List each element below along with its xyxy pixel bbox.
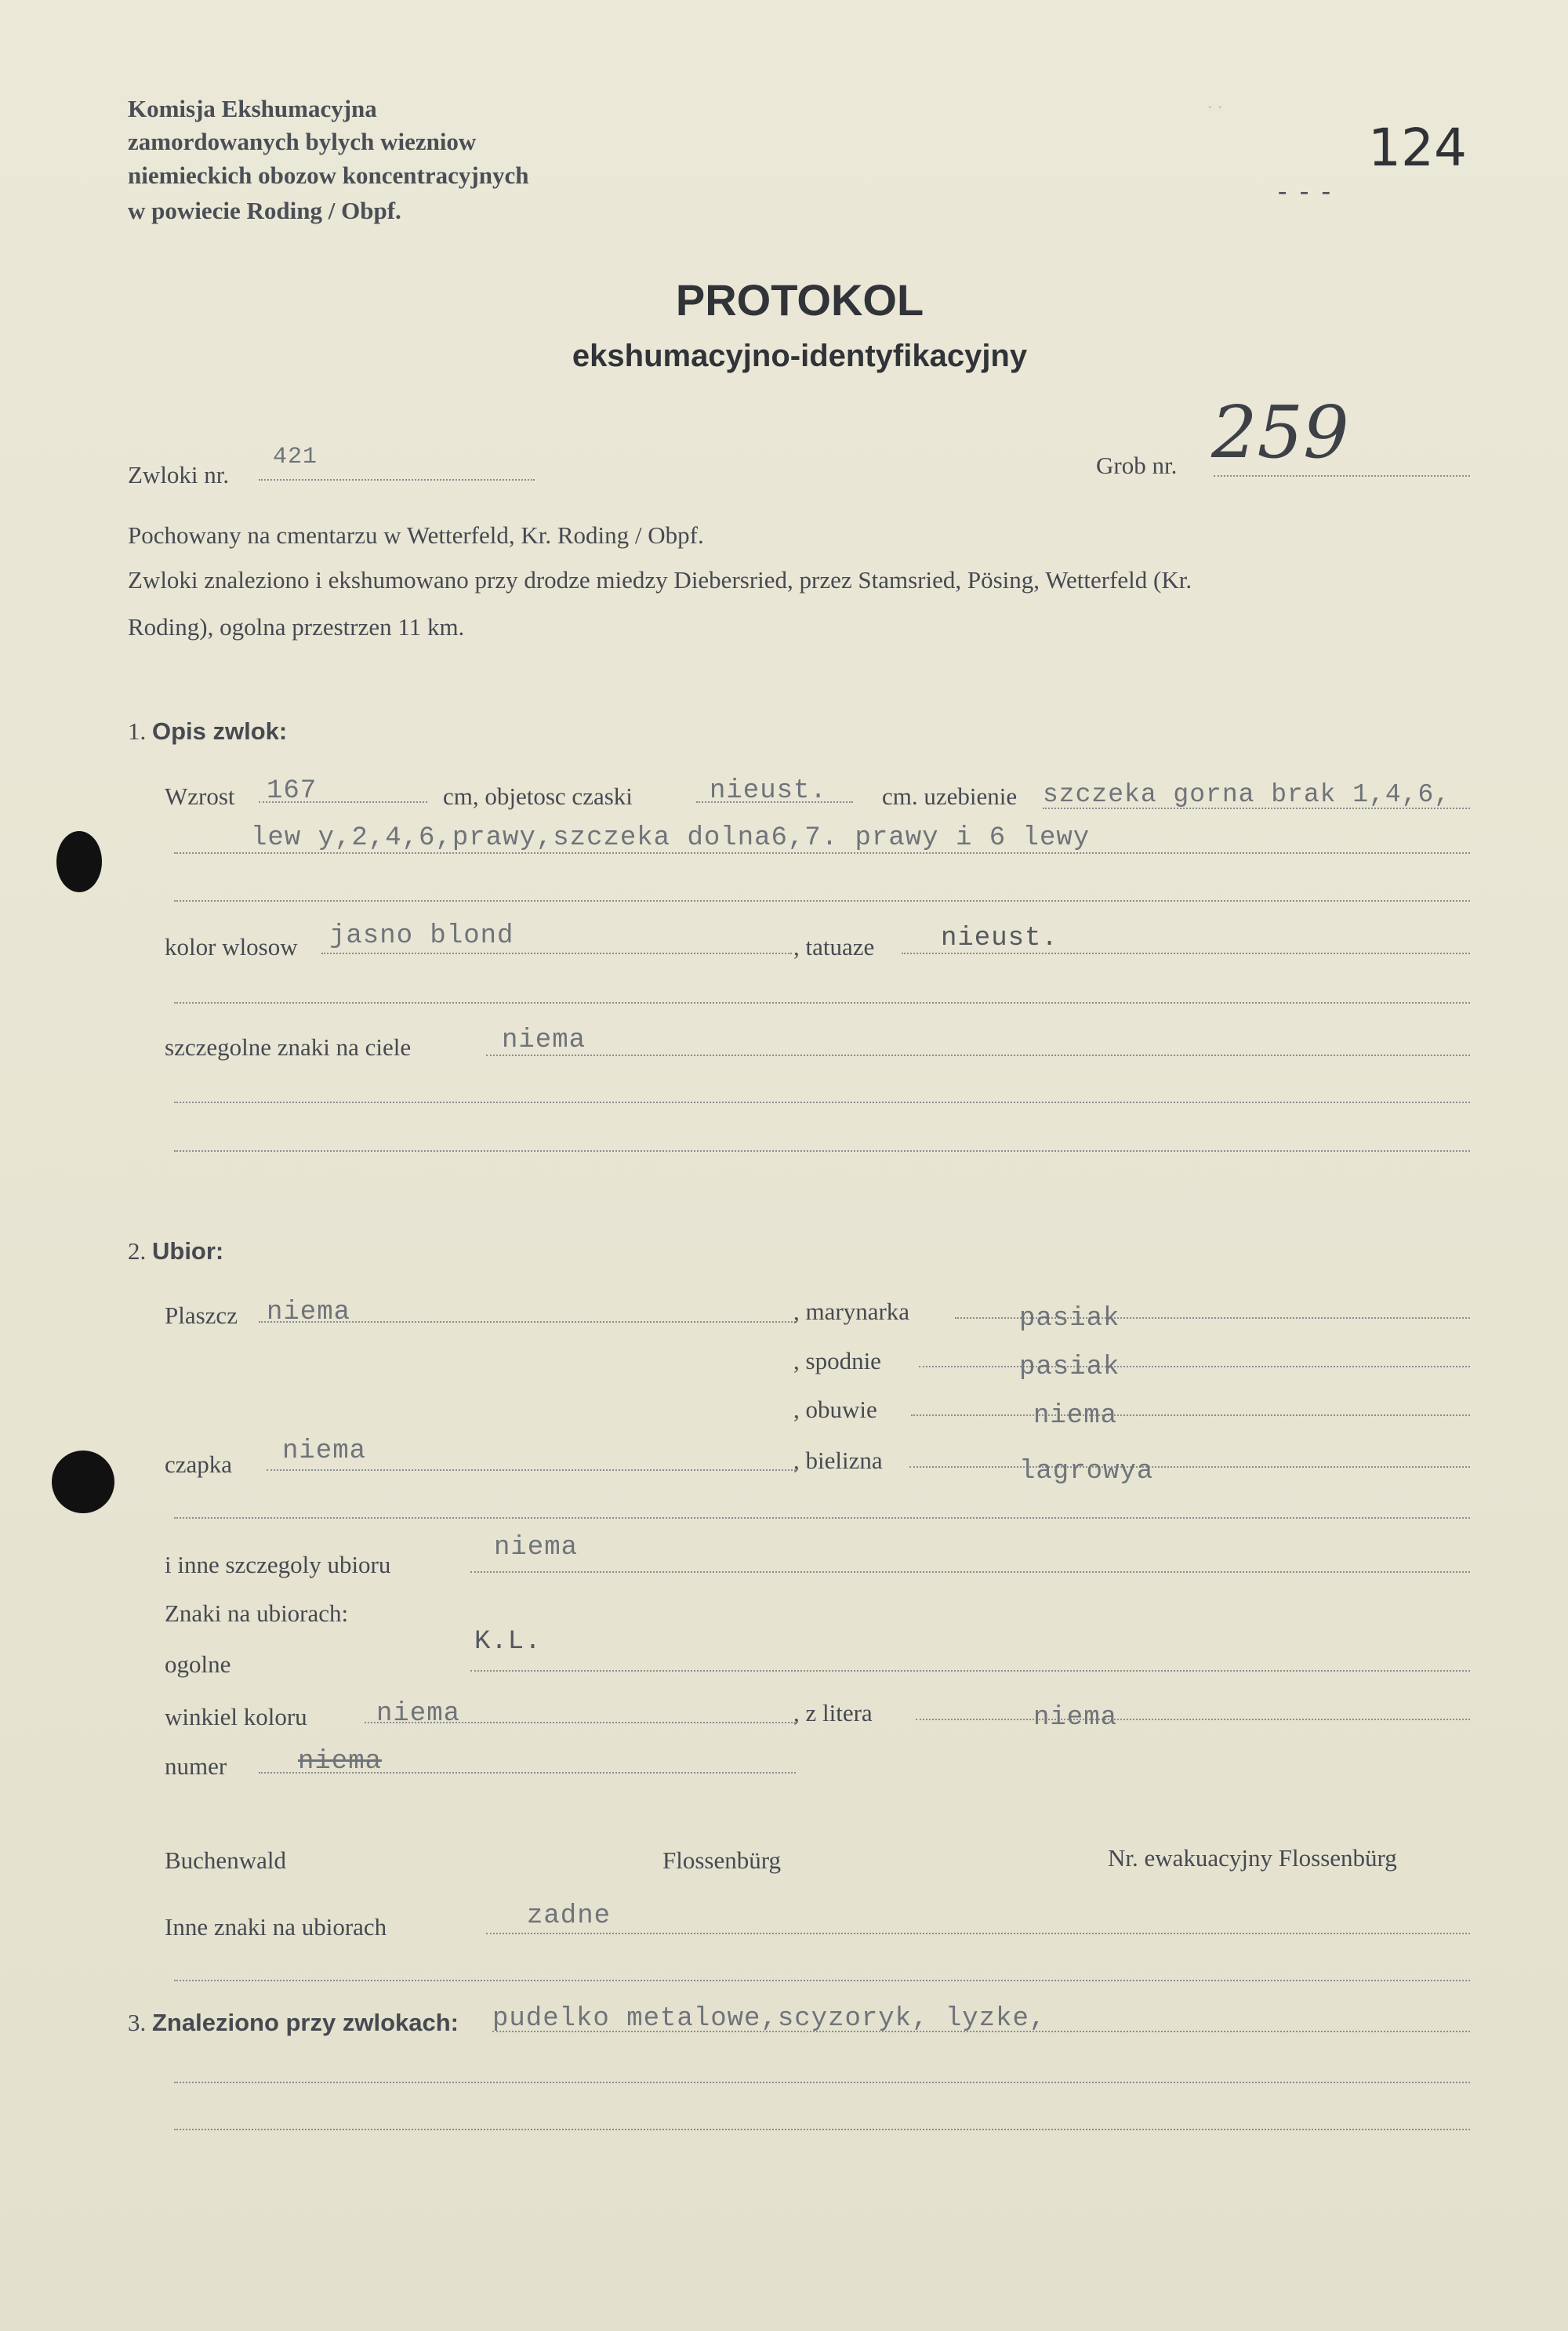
binder-hole-bottom bbox=[52, 1451, 114, 1513]
body-marks-line bbox=[486, 1055, 1470, 1056]
height-label: Wzrost bbox=[165, 782, 235, 810]
bleed-through-mark: . . bbox=[1207, 90, 1223, 113]
teeth-line-1 bbox=[1043, 808, 1470, 809]
remains-number-line bbox=[259, 479, 535, 481]
trousers-value: pasiak bbox=[1019, 1352, 1120, 1382]
body-marks-line-2 bbox=[174, 1102, 1470, 1103]
triangle-color-value: niema bbox=[376, 1699, 461, 1729]
grave-number-label: Grob nr. bbox=[1096, 452, 1178, 479]
other-clothing-label: i inne szczegoly ubioru bbox=[165, 1551, 391, 1578]
jacket-value: pasiak bbox=[1019, 1304, 1120, 1334]
height-value: 167 bbox=[267, 776, 318, 806]
tattoo-value: nieust. bbox=[941, 924, 1058, 953]
underwear-label: , bielizna bbox=[793, 1447, 883, 1474]
shoes-label: , obuwie bbox=[793, 1396, 877, 1423]
section-1-heading bbox=[128, 717, 287, 746]
items-found-line-2 bbox=[174, 2082, 1470, 2083]
remains-number-label: Zwloki nr. bbox=[128, 461, 230, 488]
letter-label: , z litera bbox=[793, 1699, 873, 1726]
underwear-value: lagrowya bbox=[1019, 1457, 1154, 1487]
exhumation-route-line-2: Roding), ogolna przestrzen 11 km. bbox=[128, 613, 465, 641]
other-clothing-marks-value: zadne bbox=[527, 1901, 612, 1931]
prisoner-number-value: niema bbox=[298, 1747, 383, 1777]
clothing-extra-line bbox=[174, 1517, 1470, 1519]
page-mark: - - - bbox=[1278, 176, 1334, 205]
cap-label: czapka bbox=[165, 1451, 233, 1478]
prisoner-number-label: numer bbox=[165, 1752, 227, 1780]
section-2-number: 2. bbox=[128, 1237, 147, 1265]
section-1-title: Opis zwlok: bbox=[152, 717, 288, 745]
remains-number-value: 421 bbox=[273, 444, 318, 470]
section-2-heading bbox=[128, 1237, 223, 1265]
trousers-line bbox=[919, 1366, 1470, 1367]
body-marks-line-3 bbox=[174, 1150, 1470, 1152]
binder-hole-top bbox=[56, 831, 102, 892]
shoes-line bbox=[911, 1414, 1470, 1416]
coat-label: Plaszcz bbox=[165, 1302, 238, 1329]
coat-value: niema bbox=[267, 1298, 351, 1327]
clothing-marks-label: Znaki na ubiorach: bbox=[165, 1599, 349, 1627]
other-clothing-value: niema bbox=[494, 1533, 579, 1563]
hair-color-value: jasno blond bbox=[329, 921, 514, 951]
jacket-label: , marynarka bbox=[793, 1298, 910, 1325]
other-clothing-marks-line bbox=[486, 1933, 1470, 1934]
general-marks-line bbox=[470, 1670, 1470, 1672]
trousers-label: , spodnie bbox=[793, 1347, 881, 1374]
document-subtitle: ekshumacyjno-identyfikacyjny bbox=[572, 339, 1028, 373]
section-3-heading bbox=[128, 2009, 459, 2037]
items-found-line-3 bbox=[174, 2129, 1470, 2130]
body-marks-label: szczegolne znaki na ciele bbox=[165, 1033, 412, 1061]
teeth-value-line-1: szczeka gorna brak 1,4,6, bbox=[1043, 780, 1451, 809]
camp-buchenwald: Buchenwald bbox=[165, 1846, 286, 1874]
grave-number-line bbox=[1214, 475, 1470, 477]
skull-volume-label: cm, objetosc czaski bbox=[443, 782, 633, 810]
evacuation-number-label: Nr. ewakuacyjny Flossenbürg bbox=[1108, 1844, 1397, 1872]
section-2-title: Ubior: bbox=[152, 1237, 224, 1265]
hair-color-line bbox=[321, 953, 792, 954]
org-line-4: w powiecie Roding / Obpf. bbox=[128, 197, 401, 224]
letter-value: niema bbox=[1033, 1703, 1118, 1733]
hair-extra-line bbox=[174, 1002, 1470, 1004]
camp-flossenburg: Flossenbürg bbox=[662, 1846, 782, 1874]
org-line-3: niemieckich obozow koncentracyjnych bbox=[128, 162, 529, 189]
org-line-1: Komisja Ekshumacyjna bbox=[128, 95, 377, 122]
clothing-marks-extra-line bbox=[174, 1980, 1470, 1981]
underwear-line bbox=[909, 1466, 1470, 1468]
burial-place: Pochowany na cmentarzu w Wetterfeld, Kr. Roding / Obpf. bbox=[128, 521, 704, 549]
other-clothing-line bbox=[470, 1571, 1470, 1573]
items-found-value: pudelko metalowe,scyzoryk, lyzke, bbox=[492, 2004, 1047, 2034]
document-title: PROTOKOL bbox=[675, 275, 924, 325]
teeth-value-line-2: lew y,2,4,6,prawy,szczeka dolna6,7. prawy i 6 lewy bbox=[251, 823, 1091, 853]
triangle-color-label: winkiel koloru bbox=[165, 1703, 307, 1730]
exhumation-route-line-1: Zwloki znaleziono i ekshumowano przy drodze miedzy Diebersried, przez Stamsried, Pösing, Wetterfeld (Kr. bbox=[128, 566, 1192, 594]
section-1-number: 1. bbox=[128, 717, 147, 745]
cap-value: niema bbox=[282, 1436, 367, 1466]
other-clothing-marks-label: Inne znaki na ubiorach bbox=[165, 1913, 387, 1941]
body-marks-value: niema bbox=[502, 1026, 586, 1055]
hair-color-label: kolor wlosow bbox=[165, 933, 298, 960]
section-3-title: Znaleziono przy zwlokach: bbox=[152, 2009, 459, 2036]
letter-line bbox=[916, 1719, 1470, 1720]
page-number: 124 bbox=[1368, 118, 1467, 178]
shoes-value: niema bbox=[1033, 1401, 1118, 1431]
section-3-number: 3. bbox=[128, 2009, 147, 2036]
skull-volume-value: nieust. bbox=[710, 776, 827, 806]
tattoo-label: , tatuaze bbox=[793, 933, 875, 960]
cap-line bbox=[267, 1469, 796, 1471]
org-line-2: zamordowanych bylych wiezniow bbox=[128, 128, 477, 155]
general-marks-label: ogolne bbox=[165, 1650, 231, 1678]
teeth-line-2 bbox=[174, 852, 1470, 854]
teeth-line-3 bbox=[174, 900, 1470, 902]
general-marks-value: K.L. bbox=[474, 1627, 542, 1657]
grave-number-value: 259 bbox=[1211, 390, 1349, 474]
items-found-line bbox=[492, 2031, 1470, 2032]
teeth-label: cm. uzebienie bbox=[882, 782, 1018, 810]
